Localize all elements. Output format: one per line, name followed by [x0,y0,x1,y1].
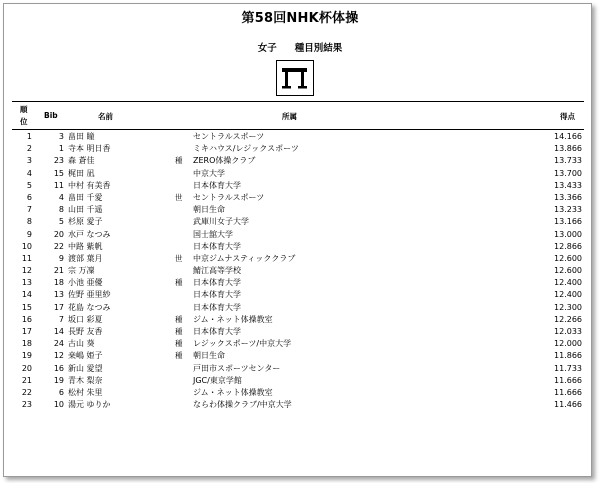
name-cell: 中路 紫帆 [68,241,103,251]
rank-cell: 12 [21,266,32,276]
bib-cell: 10 [53,400,64,410]
bib-cell: 9 [58,253,64,263]
bib-cell: 13 [53,290,64,300]
table-row [12,241,584,253]
rank-cell: 16 [21,314,32,324]
rank-cell: 5 [26,180,32,190]
table-row [12,155,584,167]
event-results-label: 種目別結果 [294,43,343,54]
table-row [12,399,584,411]
bib-cell: 5 [58,217,64,227]
name-cell: 畠田 瞳 [68,132,95,141]
mark-cell: 種 [175,156,183,166]
club-cell: セントラルスポーツ [193,192,265,202]
bib-cell: 23 [53,156,64,166]
score-cell: 13.000 [554,229,582,239]
rank-cell: 20 [21,363,32,373]
rank-header-bottom: 位 [20,117,28,126]
mark-cell: 種 [175,351,183,361]
bib-cell: 24 [53,339,64,349]
club-cell: ジム・ネット体操教室 [193,387,273,397]
rank-cell: 11 [21,253,32,263]
club-cell: 日本体育大学 [193,302,241,312]
table-row [12,216,584,228]
name-cell: 森 蒼佳 [68,156,95,166]
mark-cell: 世 [175,253,183,263]
rank-header-top: 順 [20,105,28,114]
score-cell: 12.600 [554,253,582,263]
bib-cell: 15 [53,168,64,178]
bib-cell: 21 [53,266,64,276]
rank-cell: 14 [21,290,32,300]
table-row [12,387,584,399]
score-cell: 12.033 [554,327,582,336]
page-title: 第58回NHK杯体操 [241,11,359,26]
rank-cell: 13 [21,278,32,288]
score-cell: 11.666 [554,387,582,397]
name-cell: 渡部 葉月 [68,253,103,263]
club-cell: セントラルスポーツ [193,132,265,141]
table-row [12,131,584,143]
bib-cell: 4 [58,192,64,202]
score-cell: 13.866 [554,144,582,154]
rank-cell: 9 [26,229,32,239]
score-cell: 13.166 [554,217,582,227]
mark-cell: 種 [175,314,183,324]
name-header: 名前 [98,112,113,121]
table-row [12,253,584,265]
score-cell: 12.400 [554,290,582,300]
bib-cell: 6 [58,387,64,397]
table-row [12,314,584,326]
score-cell: 12.600 [554,266,582,276]
club-cell: 国士舘大学 [193,229,233,239]
name-cell: 中村 有美香 [68,180,111,190]
bib-cell: 11 [53,180,64,190]
name-cell: 青木 梨奈 [68,375,103,385]
rank-cell: 17 [21,327,32,336]
club-cell: 中京大学 [193,168,225,178]
category-label: 女子 [257,43,277,54]
mark-cell: 種 [175,327,183,336]
mark-cell: 世 [175,192,183,202]
rank-cell: 19 [21,351,32,361]
table-row [12,302,584,314]
club-cell: ならわ体操クラブ/中京大学 [193,400,292,410]
club-cell: ZERO体操クラブ [193,156,256,166]
table-row [12,326,584,338]
rank-cell: 1 [26,132,32,141]
score-cell: 13.700 [554,168,582,178]
rank-cell: 3 [26,156,32,166]
bib-cell: 18 [53,278,64,288]
club-header: 所属 [282,112,297,121]
club-cell: 朝日生命 [193,205,225,215]
name-cell: 新山 愛望 [68,363,103,373]
club-cell: レジックスポーツ/中京大学 [193,339,292,349]
rank-cell: 23 [21,400,32,410]
score-cell: 11.866 [554,351,582,361]
rank-cell: 8 [26,217,32,227]
table-row [12,277,584,289]
subtitle [0,40,600,54]
score-cell: 13.433 [554,180,582,190]
table-row [12,168,584,180]
name-cell: 桒嶋 姫子 [68,351,103,361]
score-cell: 13.733 [554,156,582,166]
mark-cell: 種 [175,278,183,288]
table-row [12,289,584,301]
club-cell: 日本体育大学 [193,290,241,300]
bib-cell: 1 [58,144,64,154]
bib-cell: 14 [53,327,64,336]
rank-cell: 21 [21,375,32,385]
score-cell: 11.466 [554,400,582,410]
club-cell: 戸田市スポーツセンター [193,363,281,373]
bib-cell: 3 [58,132,64,141]
table-row [12,350,584,362]
bib-cell: 19 [53,375,64,385]
rank-cell: 10 [21,241,32,251]
bib-cell: 16 [53,363,64,373]
mark-cell: 種 [175,339,183,349]
bib-cell: 20 [53,229,64,239]
table-row [12,363,584,375]
bib-cell: 22 [53,241,64,251]
score-cell: 12.400 [554,278,582,288]
name-cell: 花島 なつみ [68,302,111,312]
club-cell: 朝日生命 [193,351,225,361]
table-row [12,204,584,216]
name-cell: 杉原 愛子 [68,217,103,227]
table-row [12,338,584,350]
score-cell: 14.166 [554,132,582,141]
table-row [12,229,584,241]
club-cell: ミキハウス/レジックスポーツ [193,144,299,154]
bib-cell: 17 [53,302,64,312]
score-header: 得点 [560,112,575,121]
name-cell: 寺本 明日香 [68,144,111,154]
rank-cell: 22 [21,387,32,397]
results-table [12,131,584,411]
name-cell: 梶田 凪 [68,168,95,178]
club-cell: 中京ジムナスティッククラブ [193,253,296,263]
rank-cell: 2 [26,144,32,154]
name-cell: 長野 友香 [68,327,103,336]
club-cell: 日本体育大学 [193,241,241,251]
club-cell: 鯖江高等学校 [193,266,241,276]
name-cell: 坂口 彩夏 [68,314,103,324]
rank-cell: 6 [26,192,32,202]
balance-beam-icon [276,60,314,96]
table-row [12,265,584,277]
bib-cell: 7 [58,314,64,324]
club-cell: 日本体育大学 [193,278,241,288]
name-cell: 松村 朱里 [68,387,103,397]
table-row [12,143,584,155]
club-cell: 日本体育大学 [193,327,241,336]
name-cell: 小池 亜優 [68,278,103,288]
club-cell: JGC/東京学館 [193,375,242,385]
score-cell: 13.233 [554,205,582,215]
name-cell: 宗 万凜 [68,266,95,276]
table-row [12,192,584,204]
score-cell: 12.000 [554,339,582,349]
bib-header: Bib [44,111,58,120]
rank-cell: 4 [26,168,32,178]
score-cell: 12.300 [554,302,582,312]
rank-cell: 18 [21,339,32,349]
table-header [12,101,584,130]
club-cell: 武庫川女子大学 [193,217,249,227]
score-cell: 12.266 [554,314,582,324]
club-cell: 日本体育大学 [193,180,241,190]
name-cell: 水戸 なつみ [68,229,111,239]
name-cell: 湯元 ゆりか [68,400,111,410]
score-cell: 11.733 [554,363,582,373]
table-row [12,180,584,192]
bib-cell: 8 [58,205,64,215]
name-cell: 山田 千遥 [68,205,103,215]
club-cell: ジム・ネット体操教室 [193,314,273,324]
name-cell: 畠田 千愛 [68,192,103,202]
bib-cell: 12 [53,351,64,361]
rank-cell: 15 [21,302,32,312]
score-cell: 11.666 [554,375,582,385]
score-cell: 12.866 [554,241,582,251]
name-cell: 古山 葵 [68,339,95,349]
name-cell: 佐野 亜里紗 [68,290,111,300]
table-row [12,375,584,387]
score-cell: 13.366 [554,192,582,202]
rank-cell: 7 [26,205,32,215]
